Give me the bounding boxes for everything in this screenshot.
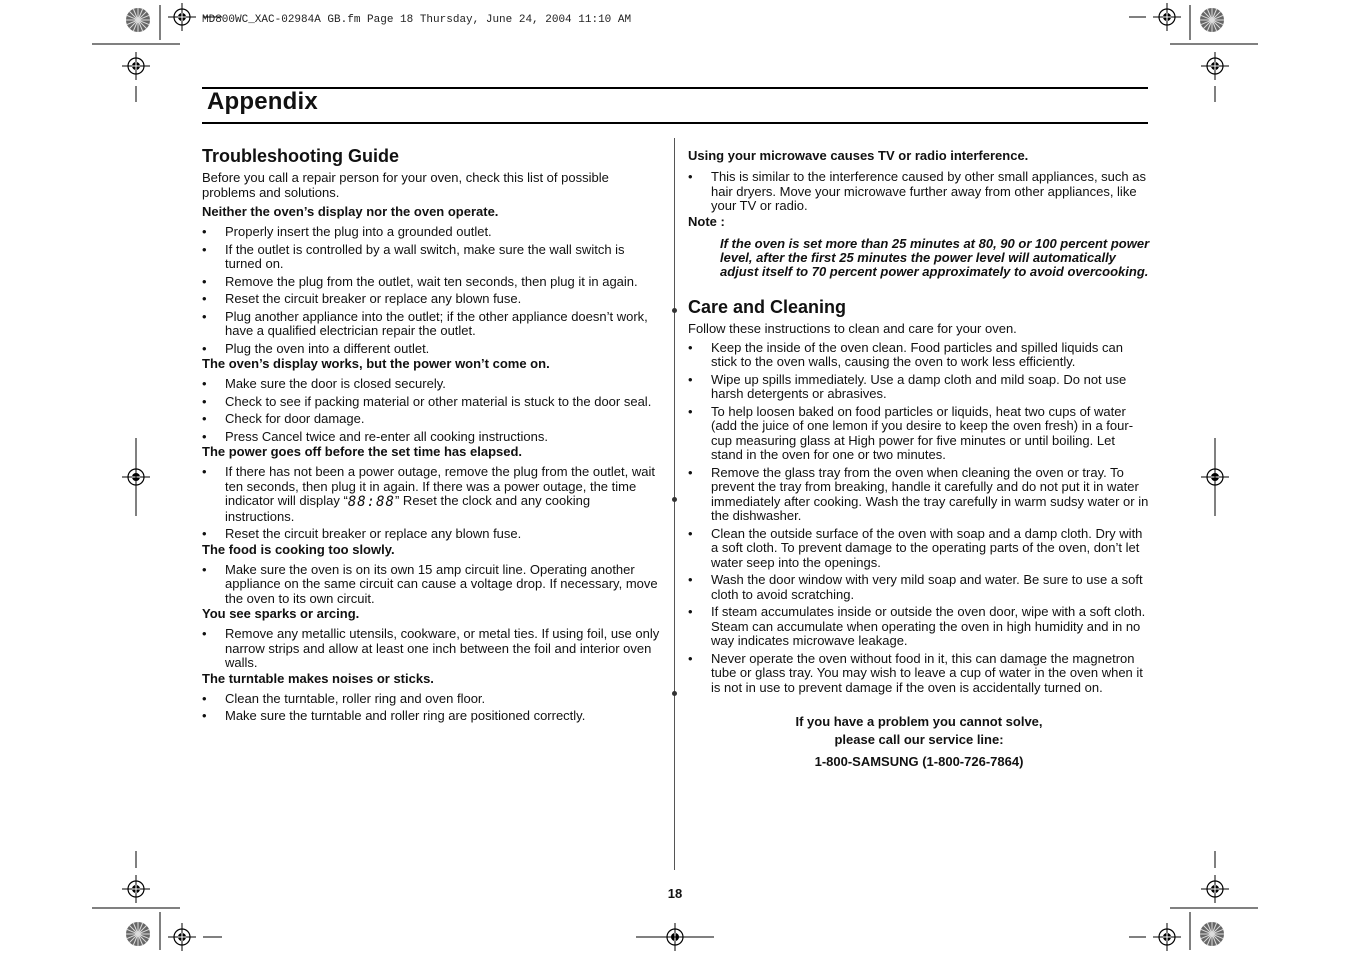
divider-dot (672, 308, 677, 313)
time-display-icon: 88:88 (347, 494, 395, 510)
troubleshooting-section (202, 146, 660, 724)
interference-heading: Using your microwave causes TV or radio interference. (688, 148, 1029, 163)
list-item (688, 405, 1150, 463)
troubleshooting-intro: Before you call a repair person for your oven, check this list of possible problems and solutions. (202, 170, 609, 200)
list-item-text: Make sure the door is closed securely. (225, 376, 446, 391)
problem-heading: The oven’s display works, but the power won’t come on. (202, 356, 550, 371)
bullet: • (688, 572, 693, 587)
list-item-text: Remove the plug from the outlet, wait ten seconds, then plug it in again. (225, 273, 638, 289)
bullet: • (202, 690, 207, 706)
problem-heading: The food is cooking too slowly. (202, 541, 395, 557)
list-item-text: To help loosen baked on food particles or liquids, heat two cups of water (add the juice of one lemon if you desire to keep the oven fresh) in a four-cup measuring glass at High power for five minutes or until boiling. Let stand in the oven for one or two minutes. (711, 403, 1134, 462)
list-item (202, 377, 660, 392)
list-item-text: Clean the outside surface of the oven with soap and a damp cloth. Dry with a soft cloth. To prevent damage to the operating parts of the oven, don’t let water seep into the openings. (711, 525, 1143, 570)
list-item (688, 605, 1150, 649)
service-line-2: please call our service line: (834, 732, 1004, 747)
list-item-text: Reset the circuit breaker or replace any blown fuse. (225, 291, 522, 306)
bullet: • (688, 403, 693, 419)
list-item-text: Wipe up spills immediately. Use a damp cloth and mild soap. Do not use harsh detergents or abrasives. (711, 371, 1127, 401)
list-item (202, 243, 660, 272)
care-title: Care and Cleaning (688, 296, 847, 317)
bullet: • (202, 708, 207, 723)
list-item (202, 627, 660, 671)
list-item (202, 465, 660, 524)
bullet: • (202, 291, 207, 306)
list-item (688, 527, 1150, 571)
bullet: • (202, 464, 207, 479)
column-divider (674, 138, 675, 870)
bullet: • (688, 169, 693, 184)
bullet: • (202, 241, 207, 257)
list-item (202, 412, 660, 427)
bullet: • (202, 526, 207, 541)
divider-dot (672, 497, 677, 502)
solution-list (202, 377, 660, 444)
list-item-text: If there has not been a power outage, remove the plug from the outlet, wait ten seconds, then plug it in again. If there was a power outage, the time indicator will display “ (225, 464, 655, 508)
list-item-text: Make sure the oven is on its own 15 amp circuit line. Operating another appliance on the same circuit can cause a voltage drop. If necessary, move the oven to its own circuit. (225, 561, 658, 606)
list-item (202, 709, 660, 724)
bullet: • (202, 273, 207, 289)
right-column (688, 148, 1150, 771)
bullet: • (202, 561, 207, 577)
list-item-text: Remove any metallic utensils, cookware, or metal ties. If using foil, use only narrow strips and allow at least one inch between the foil and interior oven walls. (225, 626, 660, 670)
bullet: • (202, 308, 207, 324)
solution-list (202, 465, 660, 542)
note-text: If the oven is set more than 25 minutes at 80, 90 or 100 percent power level, after the first 25 minutes the power level will automatically adjust itself to 70 percent power approximately to avoid overcooking. (720, 235, 1150, 279)
care-intro: Follow these instructions to clean and care for your oven. (688, 320, 1017, 336)
list-item-text: Check for door damage. (225, 411, 365, 426)
list-item-text: Plug another appliance into the outlet; if the other appliance doesn’t work, have a qualified electrician repair the outlet. (225, 308, 648, 338)
care-list (688, 341, 1150, 696)
bullet: • (688, 339, 693, 355)
bullet: • (202, 340, 207, 356)
list-item-text: Keep the inside of the oven clean. Food particles and spilled liquids can stick to the oven walls, causing the oven to work less efficiently. (711, 339, 1123, 369)
list-item (202, 563, 660, 607)
list-item (688, 466, 1150, 524)
bullet: • (688, 604, 693, 619)
solution-list (202, 627, 660, 671)
problem-heading: The turntable makes noises or sticks. (202, 670, 434, 686)
solution-list (202, 692, 660, 724)
list-item (202, 310, 660, 339)
list-item (688, 573, 1150, 602)
list-item (688, 373, 1150, 402)
solution-list (202, 563, 660, 607)
solution-list (202, 225, 660, 356)
service-line-1: If you have a problem you cannot solve, (795, 714, 1043, 729)
list-item-text: Wash the door window with very mild soap and water. Be sure to use a soft cloth to avoid scratching. (711, 572, 1143, 602)
bullet: • (202, 224, 207, 239)
list-item-text: Make sure the turntable and roller ring are positioned correctly. (225, 708, 586, 723)
service-phone: 1-800-SAMSUNG (1-800-726-7864) (814, 754, 1024, 769)
title-top-rule (202, 87, 1148, 89)
list-item-text: ” Reset the clock and any cooking instructions. (225, 493, 591, 524)
list-item (202, 225, 660, 240)
list-item-text: Properly insert the plug into a grounded outlet. (225, 224, 492, 239)
interference-list (688, 170, 1150, 214)
list-item-text: If the outlet is controlled by a wall switch, make sure the wall switch is turned on. (225, 241, 625, 271)
list-item-text: Clean the turntable, roller ring and oven floor. (225, 690, 486, 706)
list-item-text: Reset the circuit breaker or replace any blown fuse. (225, 526, 522, 541)
list-item-text: Check to see if packing material or other material is stuck to the door seal. (225, 393, 652, 409)
list-item-text: If steam accumulates inside or outside the oven door, wipe with a soft cloth. Steam can accumulate when operating the oven in high humidity and in no way indicates microwave leakage. (711, 604, 1146, 648)
bullet: • (202, 393, 207, 409)
list-item (202, 692, 660, 707)
list-item (202, 292, 660, 307)
file-header: MD800WC_XAC-02984A GB.fm Page 18 Thursday, June 24, 2004 11:10 AM (202, 14, 632, 26)
list-item (688, 170, 1150, 214)
page-number: 18 (667, 886, 683, 901)
list-item (688, 341, 1150, 370)
bullet: • (688, 371, 693, 387)
problem-heading: The power goes off before the set time has elapsed. (202, 444, 523, 459)
list-item (202, 275, 660, 290)
list-item (202, 430, 660, 445)
bullet: • (202, 626, 207, 641)
page-title: Appendix (207, 88, 318, 115)
bullet: • (688, 525, 693, 541)
list-item (202, 527, 660, 542)
list-item-text: This is similar to the interference caused by other small appliances, such as hair dryers. Move your microwave further away from other appliances, like your TV or radio. (711, 169, 1146, 213)
list-item-text: Plug the oven into a different outlet. (225, 340, 430, 356)
divider-dot (672, 691, 677, 696)
list-item-text: Press Cancel twice and re-enter all cooking instructions. (225, 428, 548, 444)
troubleshooting-title: Troubleshooting Guide (202, 146, 399, 166)
list-item-text: Remove the glass tray from the oven when cleaning the oven or tray. To prevent the tray from breaking, handle it carefully and do not put it in water immediately after cooking. Wash the tray carefully in warm sudsy water or in the dishwasher. (711, 464, 1149, 523)
problem-heading: You see sparks or arcing. (202, 606, 360, 621)
list-item (202, 342, 660, 357)
bullet: • (202, 428, 207, 444)
list-item-text: Never operate the oven without food in it, this can damage the magnetron tube or glass tray. You may wish to leave a cup of water in the oven when it is not in use to prevent damage if the oven is accidentally turned on. (711, 650, 1143, 695)
title-bottom-rule (202, 122, 1148, 124)
bullet: • (688, 650, 693, 666)
list-item (202, 395, 660, 410)
bullet: • (688, 464, 693, 480)
bullet: • (202, 376, 207, 391)
bullet: • (202, 411, 207, 426)
problem-heading: Neither the oven’s display nor the oven operate. (202, 204, 499, 219)
list-item (688, 652, 1150, 696)
note-label: Note : (688, 213, 725, 229)
